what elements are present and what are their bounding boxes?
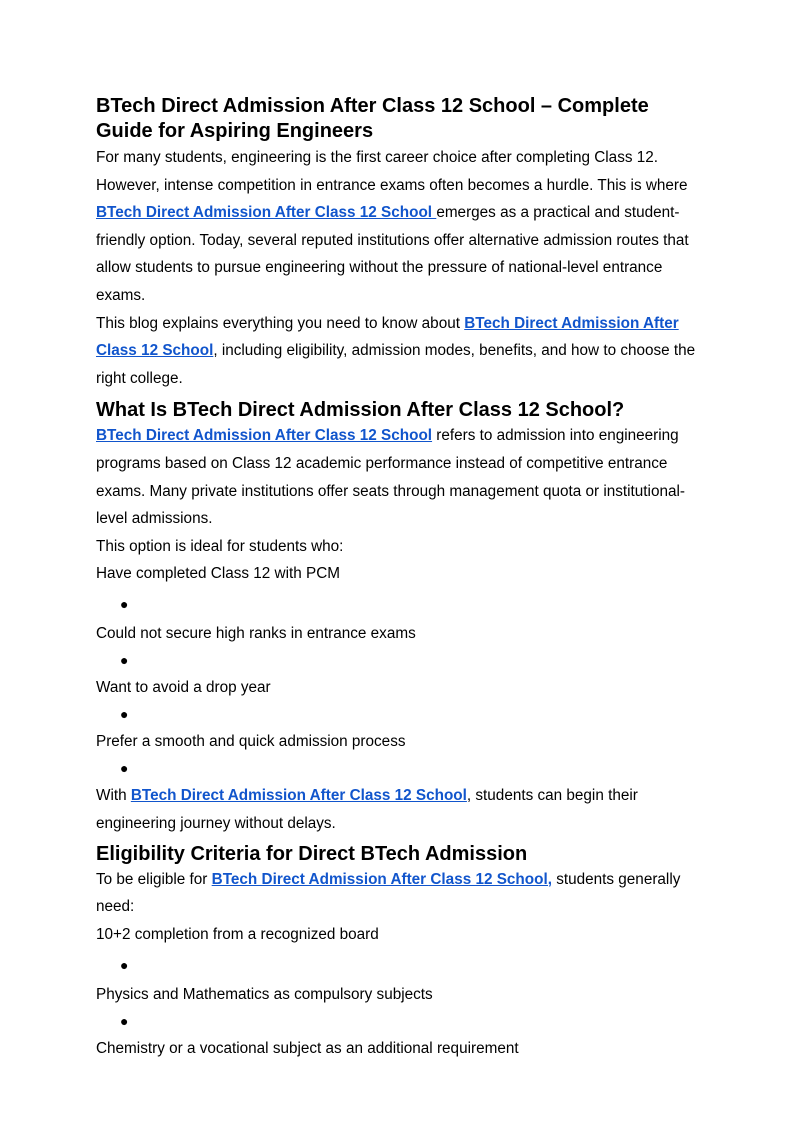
direct-admission-link[interactable]: BTech Direct Admission After Class 12 School, <box>211 870 552 888</box>
direct-admission-link[interactable]: BTech Direct Admission After Class 12 School <box>130 787 467 805</box>
section2-text-b: students generally need: <box>96 870 681 916</box>
document-page <box>96 94 706 1063</box>
list-item: Physics and Mathematics as compulsory subjects <box>96 985 433 1003</box>
bullet-icon: ● <box>120 956 129 973</box>
section1-closing-text-b: , students can begin their engineering journey without delays. <box>96 787 638 832</box>
bullet-icon: ● <box>120 1012 129 1029</box>
direct-admission-link[interactable]: BTech Direct Admission After Class 12 School <box>96 204 437 222</box>
intro-paragraph-2 <box>96 310 706 393</box>
bullet-icon: ● <box>120 652 129 669</box>
list-item: Want to avoid a drop year <box>96 679 271 697</box>
page-title: BTech Direct Admission After Class 12 School – Complete Guide for Aspiring Engineers <box>96 95 649 142</box>
section-heading-eligibility: Eligibility Criteria for Direct BTech Admission <box>96 842 528 865</box>
section-heading-what-is: What Is BTech Direct Admission After Class 12 School? <box>96 399 625 422</box>
section1-text-1: refers to admission into engineering programs based on Class 12 academic performance instead of competitive entrance exams. Many private institutions offer seats through management quota or institutional-level admissions. <box>96 427 685 528</box>
list-item: 10+2 completion from a recognized board <box>96 925 379 943</box>
intro-text-1b: emerges as a practical and student-friendly option. Today, several reputed institutions offer alternative admission routes that allow students to pursue engineering without the pressure of national-level entrance exams. <box>96 204 689 304</box>
section2-paragraph-1 <box>96 866 706 921</box>
intro-paragraph-1 <box>96 144 706 310</box>
intro-text-1a: For many students, engineering is the first career choice after completing Class 12. However, intense competition in entrance exams often becomes a hurdle. This is where <box>96 149 688 194</box>
intro-text-2a: This blog explains everything you need to know about <box>96 314 465 332</box>
list-item: Prefer a smooth and quick admission process <box>96 733 406 751</box>
intro-text-2b: , including eligibility, admission modes, benefits, and how to choose the right college. <box>96 342 696 387</box>
direct-admission-link[interactable]: BTech Direct Admission After Class 12 School <box>96 427 433 445</box>
section1-paragraph-1 <box>96 422 706 532</box>
list-item: Have completed Class 12 with PCM <box>96 565 340 583</box>
bullet-icon: ● <box>120 706 129 723</box>
bullet-icon: ● <box>120 596 129 613</box>
list-item: Chemistry or a vocational subject as an additional requirement <box>96 1039 519 1057</box>
section1-closing-text-a: With <box>96 787 131 805</box>
direct-admission-link[interactable]: BTech Direct Admission After Class 12 School <box>96 314 679 360</box>
section1-paragraph-2: This option is ideal for students who: <box>96 537 344 555</box>
list-item: Could not secure high ranks in entrance exams <box>96 625 416 643</box>
section2-text-a: To be eligible for <box>96 870 212 888</box>
section1-closing-paragraph <box>96 782 706 837</box>
bullet-icon: ● <box>120 760 129 777</box>
